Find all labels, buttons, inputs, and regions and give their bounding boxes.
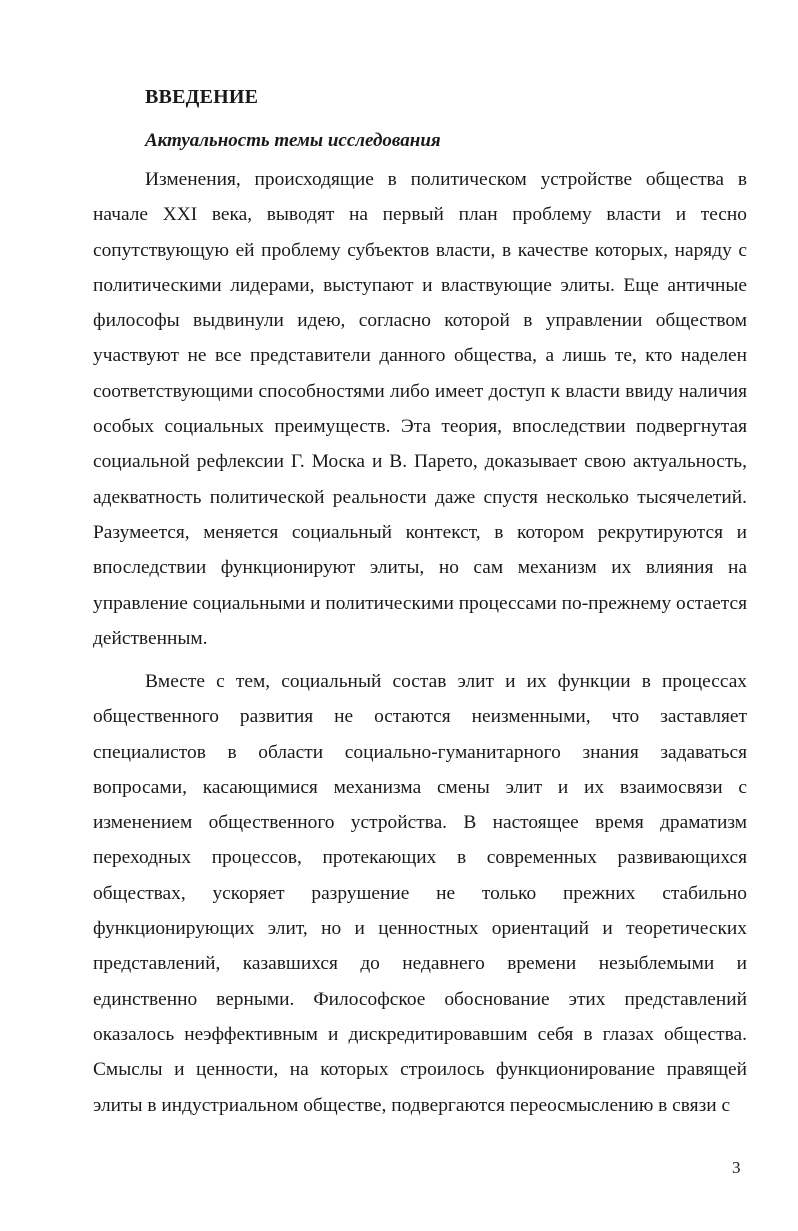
paragraph-2: Вместе с тем, социальный состав элит и их функции в процессах общественного развития не остаются неизменными, что заставляет специалистов в области социально-гуманитарного знания задаваться вопросами, касающимися механизма смены элит и их взаимосвязи с изменением общественного устройства. В настоящее время драматизм переходных процессов, протекающих в современных развивающихся обществах, ускоряет разрушение не только прежних стабильно функционирующих элит, но и ценностных ориентаций и теоретических представлений, казавшихся до недавнего времени незыблемыми и единственно верными. Философское обоснование этих представлений оказалось неэффективным и дискредитировавшим себя в глазах общества. Смыслы и ценности, на которых строилось функционирование правящей элиты в индустриальном обществе, подвергаются переосмыслению в связи с xyxy=(93,671,747,1116)
paragraph-1: Изменения, происходящие в политическом устройстве общества в начале XXI века, выводят на первый план проблему власти и тесно сопутствующую ей проблему субъектов власти, в качестве которых, наряду с политическими лидерами, выступают и властвующие элиты. Еще античные философы выдвинули идею, согласно которой в управлении обществом участвуют не все представители данного общества, а лишь те, кто наделен соответствующими способностями либо имеет доступ к власти ввиду наличия особых социальных преимуществ. Эта теория, впоследствии подвергнутая социальной рефлексии Г. Моска и В. Парето, доказывает свою актуальность, адекватность политической реальности даже спустя несколько тысячелетий. Разумеется, меняется социальный контекст, в котором рекрутируются и впоследствии функционируют элиты, но сам механизм их влияния на управление социальными и политическими процессами по-прежнему остается действенным. xyxy=(93,169,747,649)
section-heading: ВВЕДЕНИЕ xyxy=(145,86,259,108)
page-number: 3 xyxy=(732,1158,741,1177)
section-subheading: Актуальность темы исследования xyxy=(145,130,441,151)
